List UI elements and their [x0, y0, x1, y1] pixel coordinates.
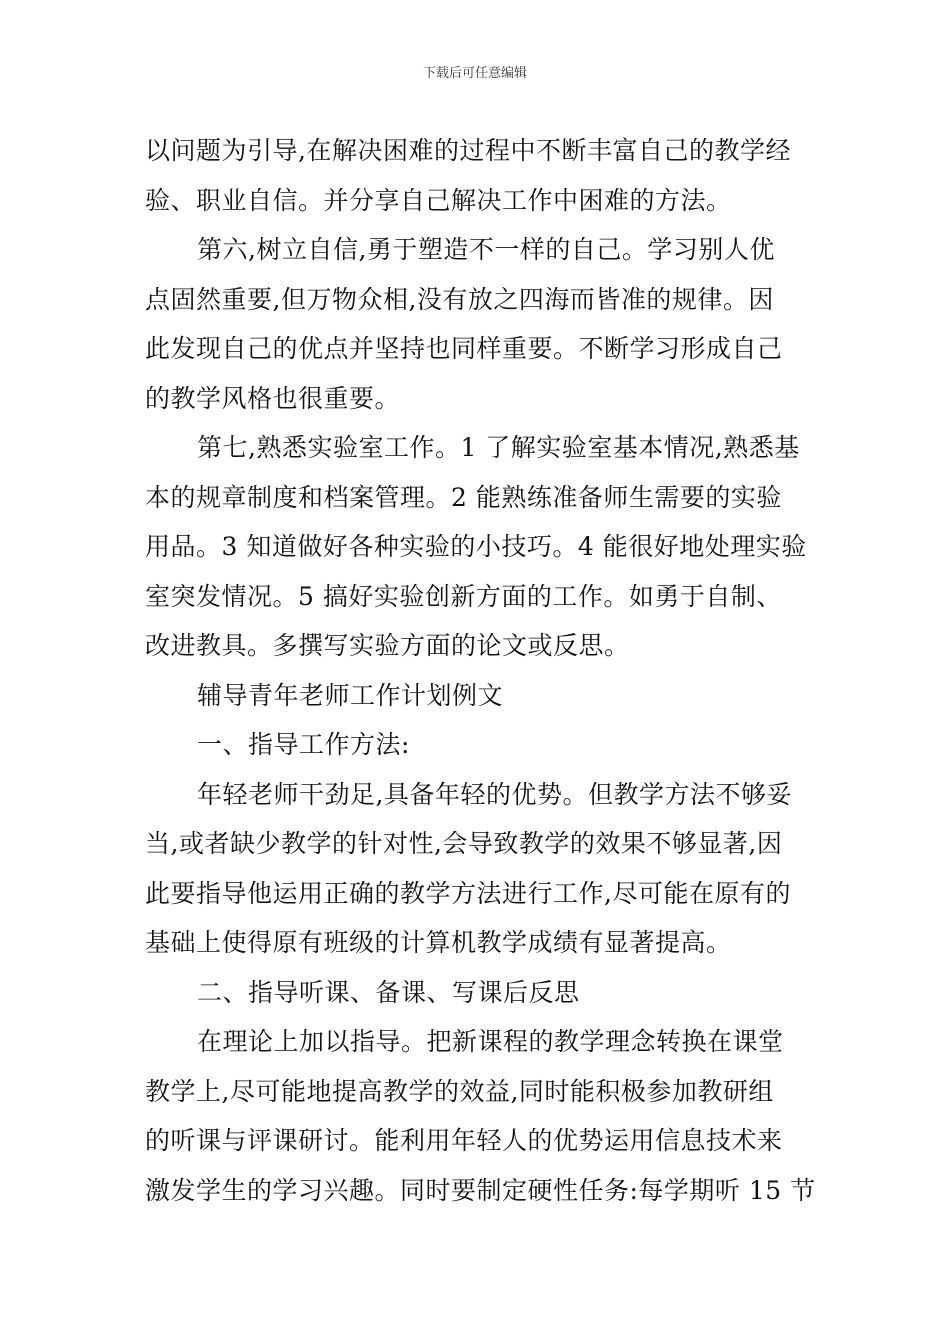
text-line: 用品。3 知道做好各种实验的小技巧。4 能很好地处理实验 — [145, 532, 807, 561]
text-line: 室突发情况。5 搞好实验创新方面的工作。如勇于自制、 — [145, 581, 782, 611]
text-line: 点固然重要,但万物众相,没有放之四海而皆准的规律。因 — [145, 284, 774, 314]
page-header: 下载后可任意编辑 — [422, 66, 527, 81]
text-line: 的教学风格也很重要。 — [145, 383, 401, 413]
text-line: 年轻老师干劲足,具备年轻的优势。但教学方法不够妥 — [197, 779, 792, 809]
text-line: 此发现自己的优点并坚持也同样重要。不断学习形成自己 — [145, 334, 783, 363]
section-title — [145, 671, 809, 721]
text-line: 改进教具。多撰写实验方面的论文或反思。 — [145, 631, 630, 660]
heading-2 — [145, 968, 809, 1018]
paragraph-3 — [145, 423, 809, 671]
document-body — [145, 126, 816, 1215]
text-line: 当,或者缺少教学的针对性,会导致教学的效果不够显著,因 — [145, 829, 783, 858]
text-line: 本的规章制度和档案管理。2 能熟练准备师生需要的实验 — [145, 482, 782, 512]
paragraph-5 — [145, 1017, 816, 1215]
text-line: 以问题为引导,在解决困难的过程中不断丰富自己的教学经 — [145, 136, 791, 165]
text-line: 在理论上加以指导。把新课程的教学理念转换在课堂 — [197, 1027, 784, 1056]
text-line: 一、指导工作方法: — [197, 730, 410, 759]
text-line: 的听课与评课研讨。能利用年轻人的优势运用信息技术来 — [145, 1126, 783, 1155]
text-line: 第七,熟悉实验室工作。1 了解实验室基本情况,熟悉基 — [197, 433, 800, 462]
text-line: 基础上使得原有班级的计算机教学成绩有显著提高。 — [145, 928, 732, 957]
paragraph-4 — [145, 770, 809, 968]
text-line: 二、指导听课、备课、写课后反思 — [197, 977, 580, 1007]
paragraph-2 — [145, 225, 809, 423]
paragraph-1 — [145, 126, 809, 225]
heading-1 — [145, 720, 809, 770]
text-line: 辅导青年老师工作计划例文 — [197, 680, 504, 710]
text-line: 此要指导他运用正确的教学方法进行工作,尽可能在原有的 — [145, 878, 791, 908]
text-line: 验、职业自信。并分享自己解决工作中困难的方法。 — [145, 185, 732, 215]
text-line: 教学上,尽可能地提高教学的效益,同时能积极参加教研组 — [145, 1076, 774, 1106]
text-line: 激发学生的学习兴趣。同时要制定硬性任务:每学期听 15 节 — [145, 1175, 816, 1205]
text-line: 第六,树立自信,勇于塑造不一样的自己。学习别人优 — [197, 235, 775, 264]
